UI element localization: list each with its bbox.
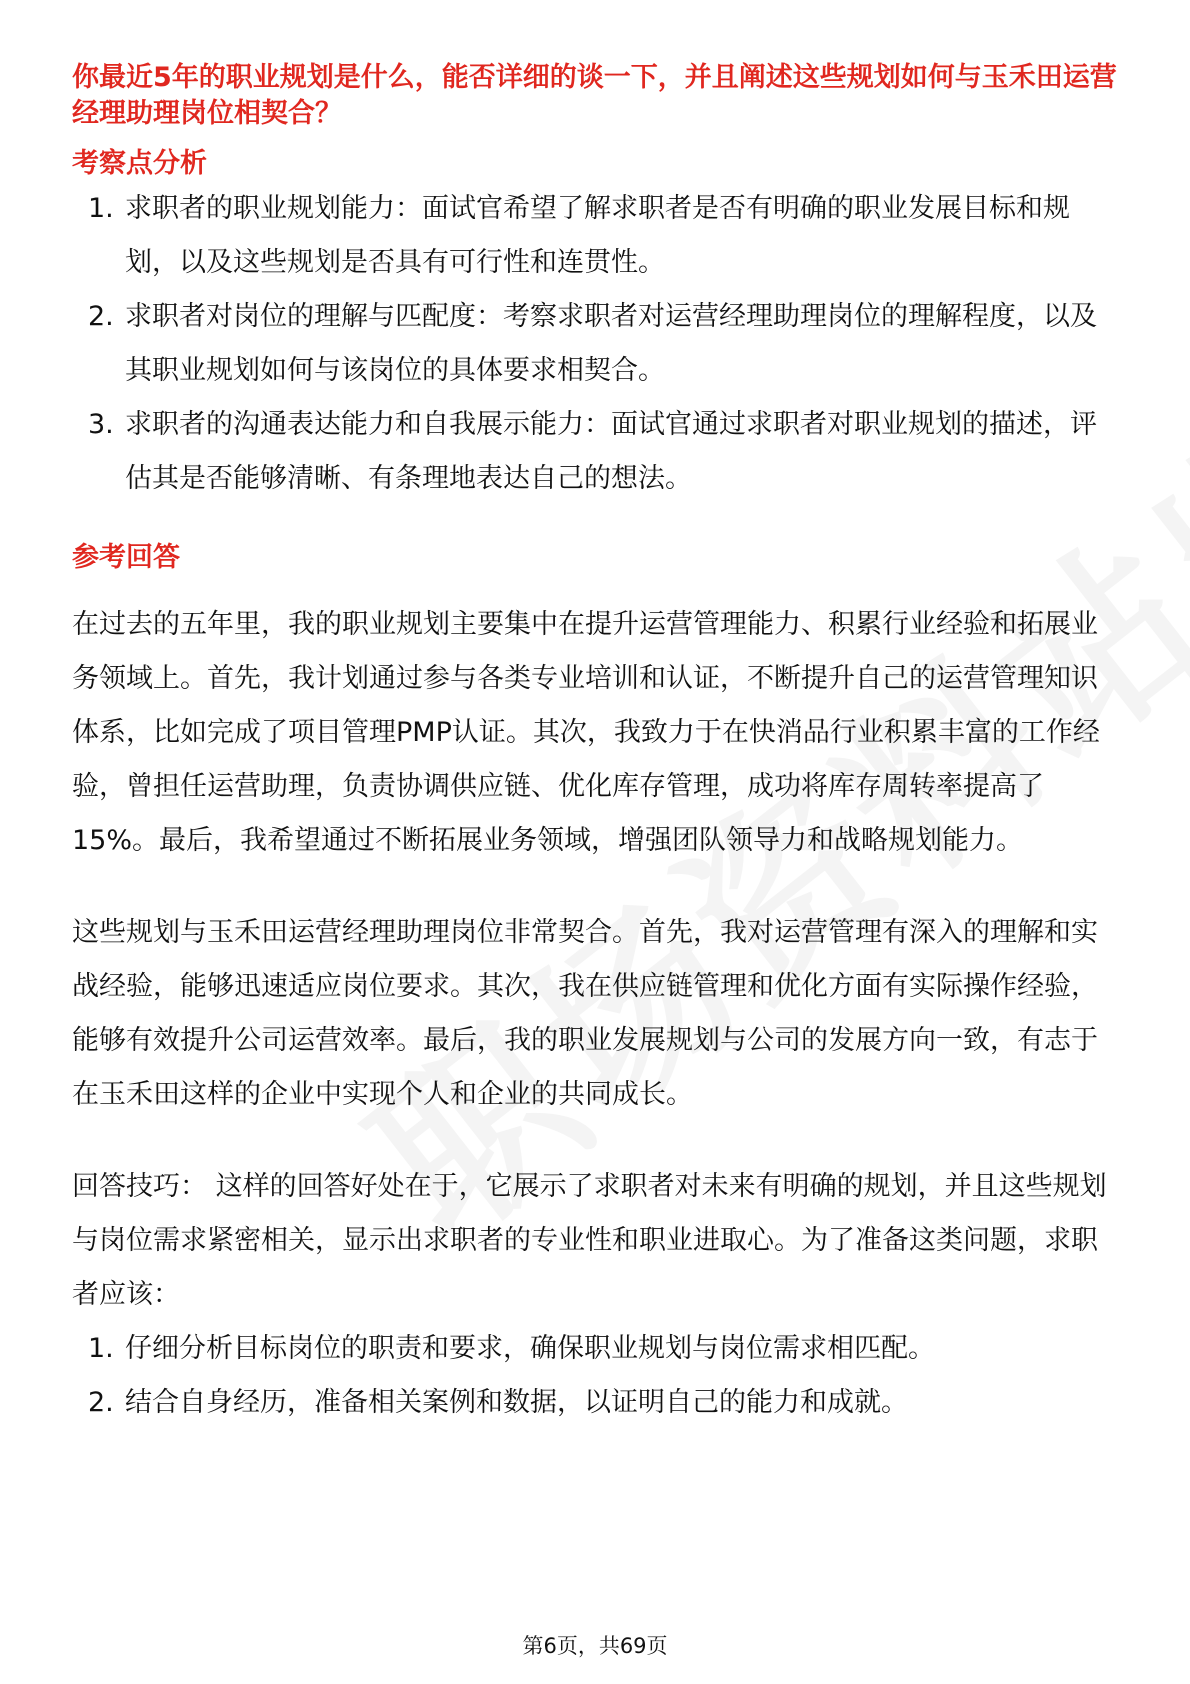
list-item-number: 1. <box>88 193 114 224</box>
list-item <box>72 290 1122 398</box>
document-page <box>72 60 1122 1430</box>
list-item-text: 求职者的职业规划能力：面试官希望了解求职者是否有明确的职业发展目标和规划，以及这些规划是否具有可行性和连贯性。 <box>125 193 1070 278</box>
list-item-text: 求职者对岗位的理解与匹配度：考察求职者对运营经理助理岗位的理解程度，以及其职业规划如何与该岗位的具体要求相契合。 <box>125 301 1097 386</box>
answer-paragraph: 这些规划与玉禾田运营经理助理岗位非常契合。首先，我对运营管理有深入的理解和实战经验，能够迅速适应岗位要求。其次，我在供应链管理和优化方面有实际操作经验，能够有效提升公司运营效率。最后，我的职业发展规划与公司的发展方向一致，有志于在玉禾田这样的企业中实现个人和企业的共同成长。 <box>72 917 1098 1110</box>
list-item <box>72 182 1122 290</box>
answer-tips-paragraph: 回答技巧： 这样的回答好处在于，它展示了求职者对未来有明确的规划，并且这些规划与岗位需求紧密相关，显示出求职者的专业性和职业进取心。为了准备这类问题，求职者应该： <box>72 1171 1107 1310</box>
list-item-number: 2. <box>88 1387 114 1418</box>
list-item <box>72 1322 1122 1376</box>
list-item-text: 求职者的沟通表达能力和自我展示能力：面试官通过求职者对职业规划的描述，评估其是否能够清晰、有条理地表达自己的想法。 <box>125 409 1097 494</box>
list-item <box>72 398 1122 506</box>
analysis-heading: 考察点分析 <box>72 148 207 179</box>
list-item <box>72 1376 1122 1430</box>
question-title: 你最近5年的职业规划是什么，能否详细的谈一下，并且阐述这些规划如何与玉禾田运营经理助理岗位相契合？ <box>72 62 1117 129</box>
list-item-number: 2. <box>88 301 114 332</box>
list-item-number: 3. <box>88 409 114 440</box>
analysis-list <box>72 182 1122 506</box>
answer-heading: 参考回答 <box>72 542 180 573</box>
list-item-number: 1. <box>88 1333 114 1364</box>
page-number: 第6页，共69页 <box>522 1634 668 1658</box>
list-item-text: 仔细分析目标岗位的职责和要求，确保职业规划与岗位需求相匹配。 <box>125 1333 935 1364</box>
list-item-text: 结合自身经历，准备相关案例和数据，以证明自己的能力和成就。 <box>125 1387 908 1418</box>
answer-paragraph: 在过去的五年里，我的职业规划主要集中在提升运营管理能力、积累行业经验和拓展业务领域上。首先，我计划通过参与各类专业培训和认证，不断提升自己的运营管理知识体系，比如完成了项目管理PMP认证。其次，我致力于在快消品行业积累丰富的工作经验，曾担任运营助理，负责协调供应链、优化库存管理，成功将库存周转率提高了15%。最后，我希望通过不断拓展业务领域，增强团队领导力和战略规划能力。 <box>72 609 1100 856</box>
tips-list <box>72 1322 1122 1430</box>
